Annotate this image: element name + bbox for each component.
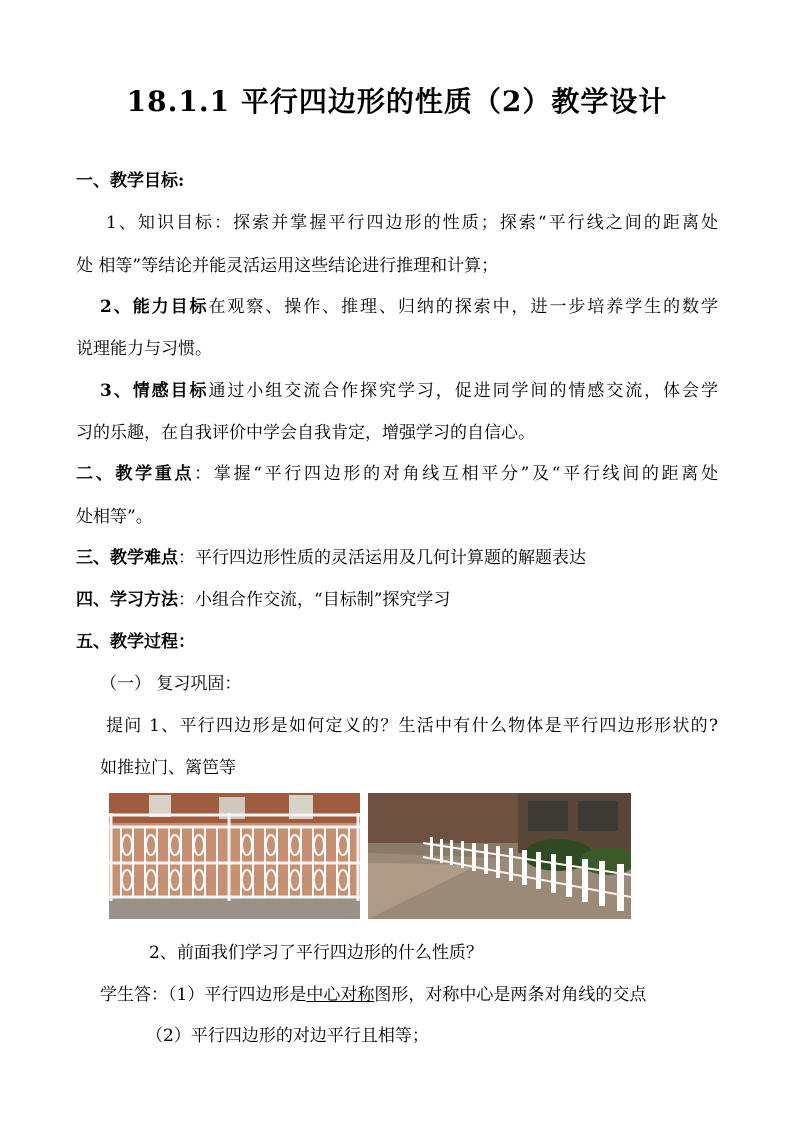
goal-emotion-line2: 习的乐趣，在自我评价中学会自我肯定，增强学习的自信心。 [76,423,535,443]
section-heading-process: 五、教学过程： [76,632,195,652]
difficulties-heading: 三、教学难点 [76,548,178,568]
key-points-line2: 处相等”。 [76,507,153,527]
answer-1-suffix: 图形，对称中心是两条对角线的交点 [374,985,647,1005]
goal-ability-line1 [100,296,718,318]
goal-knowledge-line1: 1、知识目标：探索并掌握平行四边形的性质；探索“平行线之间的距离处 [106,213,718,233]
sliding-gate-photo [109,793,360,919]
key-points-heading: 二、教学重点 [76,464,195,484]
question-1-line2: 如推拉门、篱笆等 [100,758,236,778]
learning-method-line [76,589,450,611]
question-1-line1: 提问 1、平行四边形是如何定义的？生活中有什么物体是平行四边形形状的? [106,716,718,736]
goal-emotion-text: 通过小组交流合作探究学习，促进同学间的情感交流，体会学 [208,381,718,401]
difficulties-text: ：平行四边形性质的灵活运用及几何计算题的解题表达 [178,548,586,568]
key-points-text: ：掌握“平行四边形的对角线互相平分”及“平行线间的距离处 [194,464,718,484]
learning-method-text: ：小组合作交流，“目标制”探究学习 [178,590,451,610]
difficulties-line [76,547,586,569]
goal-emotion-label: 3、情感目标 [100,381,209,401]
student-answer-1 [100,984,646,1006]
answer-1-prefix: 学生答：（1）平行四边形是 [100,985,307,1005]
section-heading-goals: 一、教学目标: [76,171,185,191]
goal-ability-text: 在观察、操作、推理、归纳的探索中，进一步培养学生的数学 [208,297,718,317]
goal-knowledge-line2: 处 相等”等结论并能灵活运用这些结论进行推理和计算； [76,256,499,276]
question-2: 2、前面我们学习了平行四边形的什么性质？ [149,943,483,963]
picket-fence-photo [368,793,631,919]
document-title: 18.1.1 平行四边形的性质（2）教学设计 [126,85,668,118]
learning-method-heading: 四、学习方法 [76,590,178,610]
central-symmetry-term: 中心对称 [306,985,375,1005]
student-answer-2: （2）平行四边形的对边平行且相等； [146,1026,429,1046]
goal-ability-label: 2、能力目标 [100,297,209,317]
goal-emotion-line1 [100,380,718,402]
subsection-review: （一） 复习巩固： [100,674,242,694]
goal-ability-line2: 说理能力与习惯。 [76,339,212,359]
key-points-line1 [76,463,718,485]
